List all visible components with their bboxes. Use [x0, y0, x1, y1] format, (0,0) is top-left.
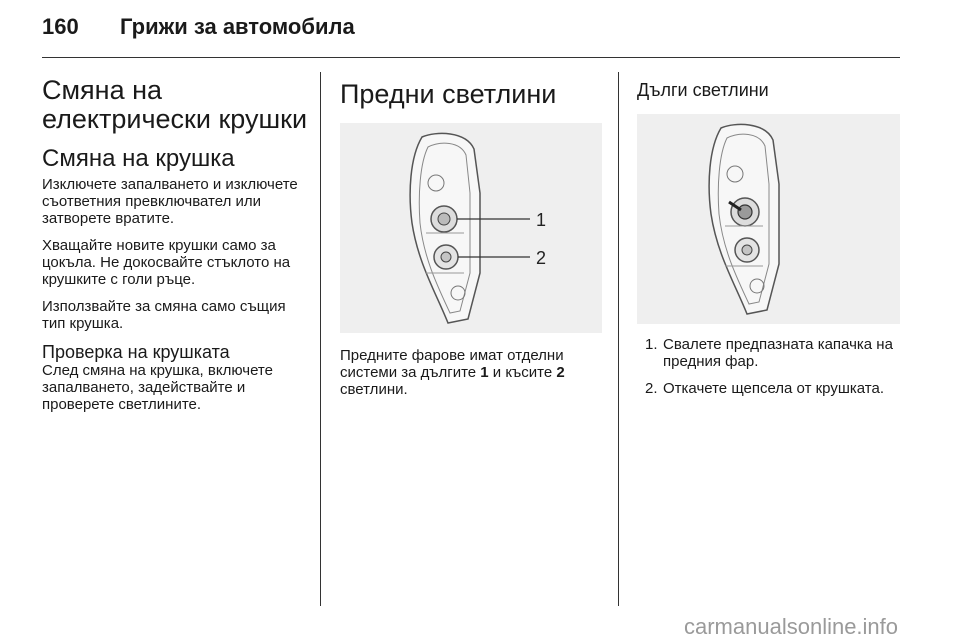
- section-title-bulbs: Смяна на електрически крушки: [42, 75, 308, 134]
- step-text: Свалете предпазната капачка на предния фар.: [663, 336, 893, 370]
- step-item: [637, 380, 900, 397]
- step-text: Откачете щепсела от крушката.: [663, 380, 884, 397]
- subsection-title-replace: Смяна на крушка: [42, 145, 235, 172]
- section-title-high-beam: Дълги светлини: [637, 80, 769, 100]
- paragraph-1: Изключете запалването и изключете съответния превключвател или затворете вратите.: [42, 176, 298, 227]
- paragraph-check: След смяна на крушка, включете запалването, задействайте и проверете светлините.: [42, 362, 273, 413]
- header-rule: [42, 57, 900, 58]
- headlight-figure: [340, 123, 602, 333]
- column-middle: [340, 66, 602, 408]
- column-divider-2: [618, 72, 619, 606]
- steps-list: [637, 336, 900, 397]
- subsection-title-check: Проверка на крушката: [42, 342, 230, 362]
- step-number: 1.: [645, 336, 658, 353]
- high-beam-illustration: [637, 114, 900, 324]
- chapter-title: Грижи за автомобила: [120, 14, 355, 39]
- step-number: 2.: [645, 380, 658, 397]
- caption-bold-1: 1: [480, 364, 489, 381]
- paragraph-2: Хващайте новите крушки само за цокъла. Не докосвайте стъклото на крушките с голи ръце.: [42, 237, 291, 288]
- section-title-headlights: Предни светлини: [340, 79, 557, 109]
- caption-text-3: светлини.: [340, 381, 408, 398]
- page-number: 160: [42, 14, 79, 39]
- caption-text-1: Предните фарове имат отделни системи за дългите: [340, 347, 564, 381]
- caption-bold-2: 2: [556, 364, 565, 381]
- column-left: [42, 66, 308, 423]
- step-item: [637, 336, 900, 370]
- callout-label-1: 1: [536, 210, 547, 230]
- paragraph-3: Използвайте за смяна само същия тип крушка.: [42, 298, 286, 332]
- headlight-illustration: [340, 123, 602, 333]
- column-divider-1: [320, 72, 321, 606]
- callout-label-2: 2: [536, 248, 547, 268]
- page-header: [42, 14, 355, 40]
- caption-text-2: и късите: [488, 364, 557, 381]
- watermark: carmanualsonline.info: [684, 614, 899, 639]
- column-right: [637, 66, 900, 407]
- headlight-caption: [340, 347, 602, 398]
- high-beam-figure: [637, 114, 900, 324]
